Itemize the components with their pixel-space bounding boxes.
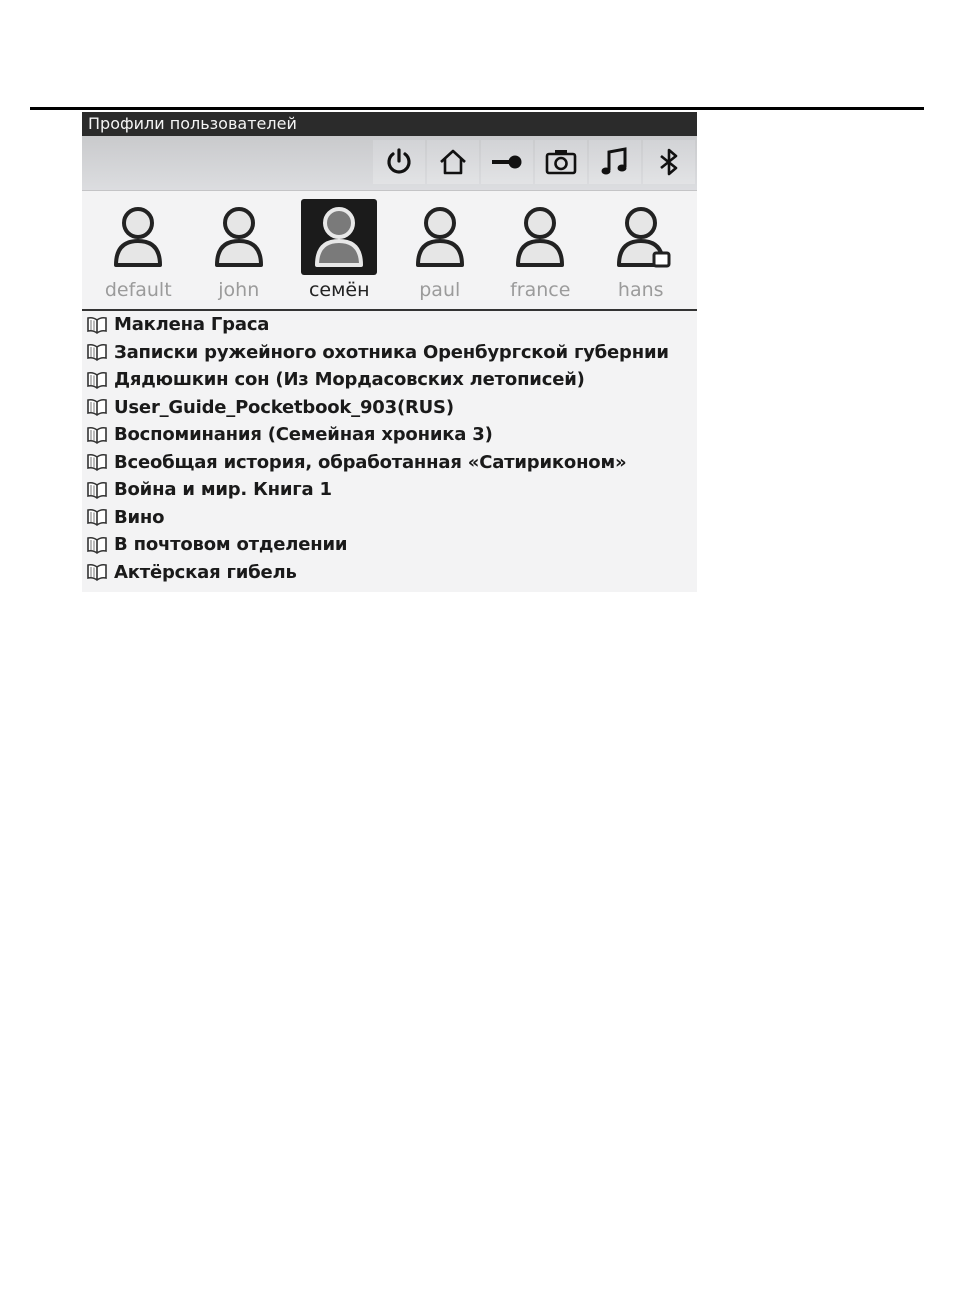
profile-hans[interactable] — [596, 191, 686, 301]
list-item[interactable] — [86, 531, 697, 559]
book-title: Записки ружейного охотника Оренбургской губернии — [114, 341, 669, 363]
camera-icon[interactable] — [535, 140, 587, 184]
bluetooth-icon[interactable] — [643, 140, 695, 184]
status-bar — [82, 136, 697, 191]
window-title: Профили пользователей — [82, 112, 697, 136]
user-icon — [208, 203, 270, 271]
profile-name: john — [218, 279, 260, 301]
book-icon — [86, 316, 108, 334]
book-icon — [86, 481, 108, 499]
status-icons — [373, 140, 695, 184]
user-icon — [509, 203, 571, 271]
list-item[interactable] — [86, 559, 697, 587]
user-icon — [107, 203, 169, 271]
list-item[interactable] — [86, 366, 697, 394]
book-title: Вино — [114, 506, 165, 528]
book-icon — [86, 536, 108, 554]
home-icon[interactable] — [427, 140, 479, 184]
user-with-badge-icon — [610, 203, 672, 271]
book-icon — [86, 563, 108, 581]
book-title: Воспоминания (Семейная хроника 3) — [114, 424, 493, 446]
avatar — [301, 199, 377, 275]
profile-selector — [82, 191, 697, 311]
device-screen — [82, 112, 697, 592]
profile-name: default — [104, 279, 172, 301]
recent-books-list — [82, 311, 697, 586]
profile-name: france — [510, 279, 571, 301]
book-icon — [86, 508, 108, 526]
list-item[interactable] — [86, 421, 697, 449]
user-icon — [308, 203, 370, 271]
profile-default[interactable] — [93, 191, 183, 301]
book-title: В почтовом отделении — [114, 534, 348, 556]
book-title: Актёрская гибель — [114, 561, 297, 583]
list-item[interactable] — [86, 504, 697, 532]
list-item[interactable] — [86, 476, 697, 504]
avatar — [100, 199, 176, 275]
key-icon[interactable] — [481, 140, 533, 184]
book-title: Дядюшкин сон (Из Мордасовских летописей) — [114, 369, 585, 391]
profile-semyon[interactable] — [294, 191, 384, 301]
book-title: User_Guide_Pocketbook_903(RUS) — [114, 396, 454, 418]
profile-john[interactable] — [194, 191, 284, 301]
user-icon — [409, 203, 471, 271]
book-icon — [86, 426, 108, 444]
list-item[interactable] — [86, 339, 697, 367]
book-icon — [86, 371, 108, 389]
book-title: Война и мир. Книга 1 — [114, 479, 332, 501]
list-item[interactable] — [86, 394, 697, 422]
avatar — [201, 199, 277, 275]
avatar — [603, 199, 679, 275]
music-note-icon[interactable] — [589, 140, 641, 184]
list-item[interactable] — [86, 311, 697, 339]
book-title: Всеобщая история, обработанная «Сатириконом» — [114, 451, 627, 473]
power-icon[interactable] — [373, 140, 425, 184]
book-title: Маклена Граса — [114, 314, 270, 336]
book-icon — [86, 398, 108, 416]
profile-name: paul — [419, 279, 461, 301]
profile-france[interactable] — [495, 191, 585, 301]
avatar — [502, 199, 578, 275]
profile-paul[interactable] — [395, 191, 485, 301]
book-icon — [86, 453, 108, 471]
book-icon — [86, 343, 108, 361]
page-rule — [30, 107, 924, 110]
profile-name: семён — [308, 279, 370, 301]
avatar — [402, 199, 478, 275]
list-item[interactable] — [86, 449, 697, 477]
profile-name: hans — [617, 279, 664, 301]
